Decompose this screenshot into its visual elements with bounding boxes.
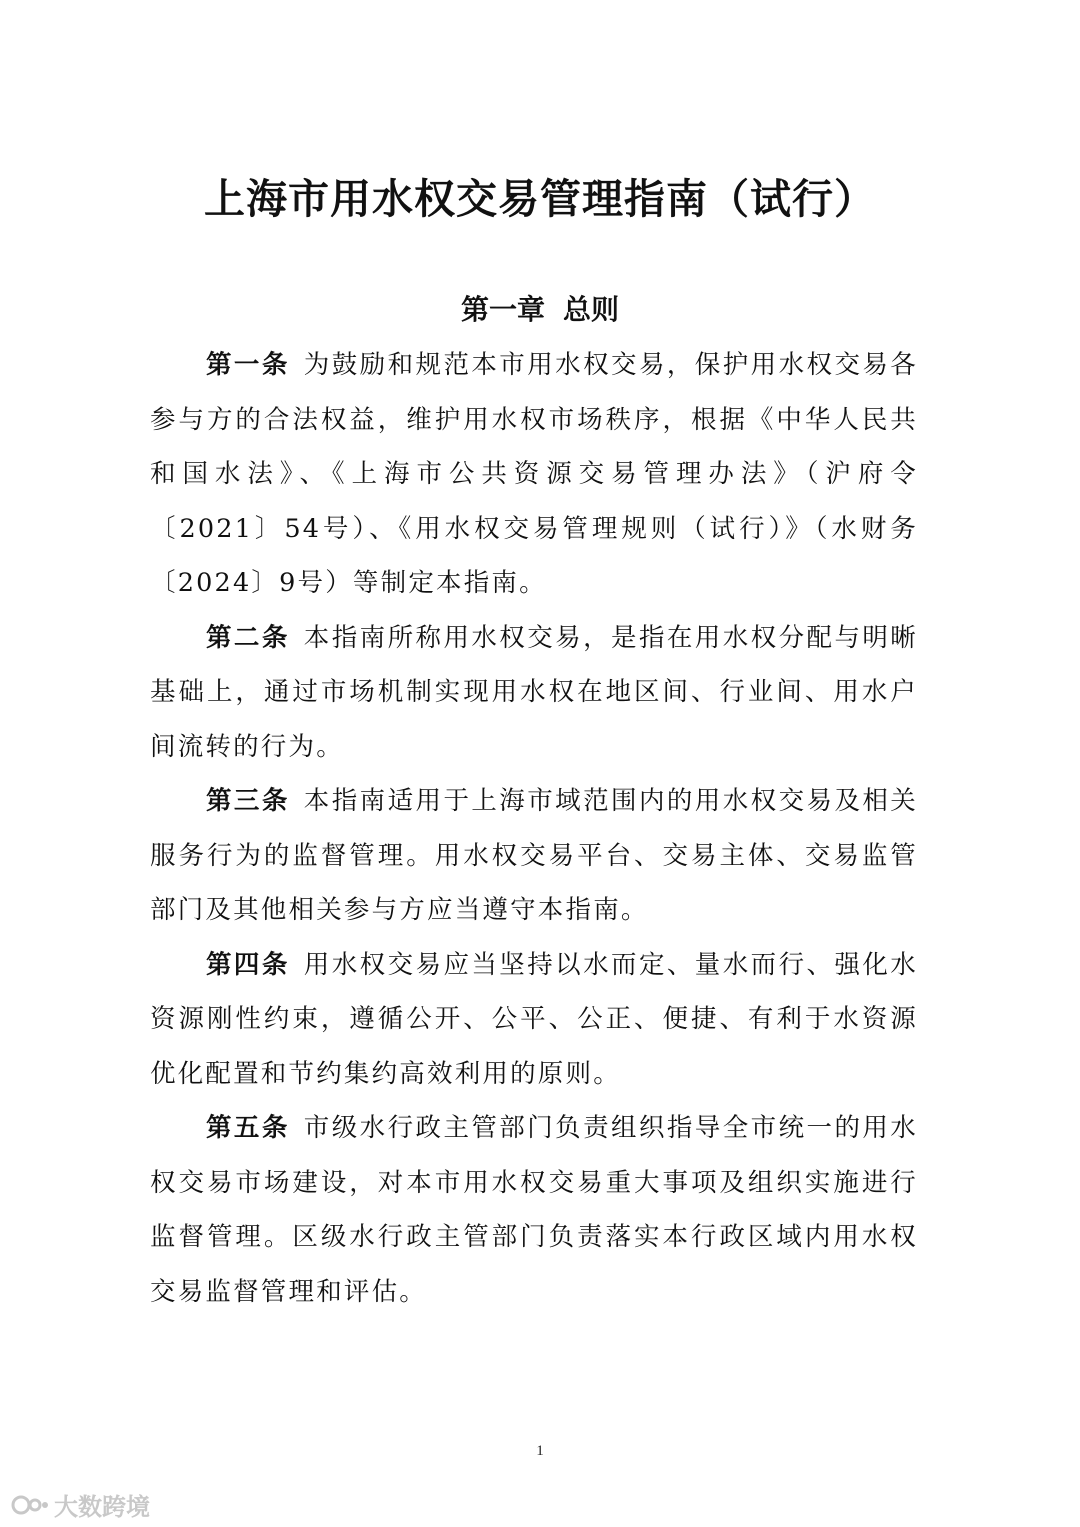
brand-logo-icon (10, 1492, 50, 1518)
article-3 (150, 774, 918, 938)
article-head: 第一条 (206, 350, 290, 380)
article-5 (150, 1101, 918, 1319)
article-head: 第五条 (206, 1113, 290, 1143)
chapter-heading (0, 288, 1080, 328)
article-2 (150, 611, 918, 775)
article-text: 为鼓励和规范本市用水权交易，保护用水权交易各参与方的合法权益，维护用水权市场秩序，根据《中华人民共和国水法》、《上海市公共资源交易管理办法》（沪府令〔2021〕54号）、《用水权交易管理规则（试行）》（水财务〔2024〕9号）等制定本指南。 (150, 350, 918, 598)
article-text: 市级水行政主管部门负责组织指导全市统一的用水权交易市场建设，对本市用水权交易重大事项及组织实施进行监督管理。区级水行政主管部门负责落实本行政区域内用水权交易监督管理和评估。 (150, 1113, 918, 1307)
article-head: 第四条 (206, 949, 290, 980)
document-title: 上海市用水权交易管理指南（试行） (204, 175, 876, 223)
article-text: 用水权交易应当坚持以水而定、量水而行、强化水资源刚性约束，遵循公开、公平、公正、便捷、有利于水资源优化配置和节约集约高效利用的原则。 (150, 949, 918, 1089)
article-4 (150, 938, 918, 1102)
chapter-name: 总则 (563, 293, 620, 326)
page-number: 1 (536, 1443, 544, 1459)
chapter-number: 第一章 (460, 293, 545, 326)
article-head: 第三条 (206, 786, 290, 816)
article-1 (150, 338, 918, 611)
watermark-text: 大数跨境 (54, 1493, 150, 1521)
watermark (10, 1487, 150, 1522)
article-text: 本指南所称用水权交易，是指在用水权分配与明晰基础上，通过市场机制实现用水权在地区间、行业间、用水户间流转的行为。 (150, 622, 918, 762)
article-head: 第二条 (206, 622, 290, 653)
document-body (150, 338, 918, 1319)
article-text: 本指南适用于上海市域范围内的用水权交易及相关服务行为的监督管理。用水权交易平台、交易主体、交易监管部门及其他相关参与方应当遵守本指南。 (150, 786, 918, 925)
